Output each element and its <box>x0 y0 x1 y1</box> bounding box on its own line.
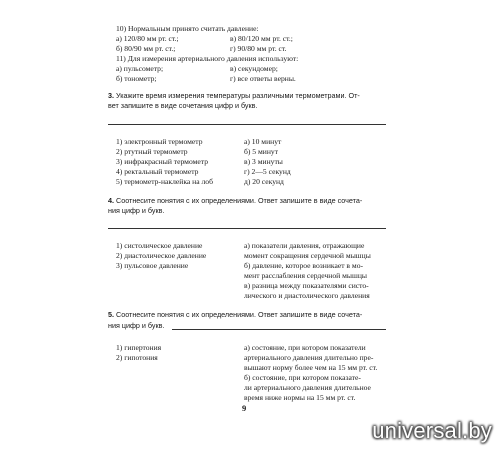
task4-answer-line[interactable] <box>108 228 386 229</box>
task4-right-line6: лического и диастолического давления <box>244 291 370 300</box>
task4-instruction-text: Соотнесите понятия с их определениями. Ответ запишите в виде сочета- <box>116 196 363 205</box>
task5-right-line2: артериального давления длительно пре- <box>244 353 374 362</box>
task3-right-a: а) 10 минут <box>244 137 282 146</box>
q10-title: 10) Нормальным принято считать давление: <box>116 24 259 33</box>
task4-left-1: 1) систолическое давление <box>116 241 203 250</box>
task3-left-1: 1) электронный термометр <box>116 137 203 146</box>
task4-right-line3: б) давление, которое возникает в мо- <box>244 261 364 270</box>
task5-instruction-line1 <box>108 310 362 320</box>
task4-left-3: 3) пульсовое давление <box>116 261 189 270</box>
q11-title: 11) Для измерения артериального давления используют: <box>116 54 299 63</box>
q10-option-b: б) 80/90 мм рт. ст.; <box>116 44 176 53</box>
task4-right-line4: мент расслабления сердечной мышцы <box>244 271 368 280</box>
q10-option-g: г) 90/80 мм рт. ст. <box>230 44 287 53</box>
task5-right-line5: ли артериального давления длительное <box>244 383 371 392</box>
task3-number: 3. <box>108 91 114 100</box>
task5-instruction-line2: ния цифр и букв. <box>108 321 165 330</box>
q11-option-a: а) пульсометр; <box>116 64 164 73</box>
task3-right-v: в) 3 минуты <box>244 157 283 166</box>
task4-number: 4. <box>108 196 114 205</box>
task5-right-line4: б) состояние, при котором показате- <box>244 373 361 382</box>
q11-option-g: г) все ответы верны. <box>230 74 296 83</box>
task5-instruction-text: Соотнесите понятия с их определениями. Ответ запишите в виде сочета- <box>116 310 363 319</box>
task5-left-1: 1) гипертония <box>116 343 162 352</box>
task3-left-3: 3) инфракрасный термометр <box>116 157 209 166</box>
task3-right-g: г) 2—5 секунд <box>244 167 291 176</box>
task4-instruction-line1 <box>108 196 362 206</box>
task3-left-2: 2) ртутный термометр <box>116 147 188 156</box>
q10-option-v: в) 80/120 мм рт. ст.; <box>230 34 293 43</box>
q11-option-b: б) тонометр; <box>116 74 157 83</box>
task4-left-2: 2) диастолическое давление <box>116 251 207 260</box>
task3-right-b: б) 5 минут <box>244 147 279 156</box>
task5-right-line3: вышают норму более чем на 15 мм рт. ст. <box>244 363 378 372</box>
task4-instruction-line2: ния цифр и букв. <box>108 206 165 215</box>
q11-option-v: в) секундомер; <box>230 64 278 73</box>
task3-answer-line[interactable] <box>108 124 386 125</box>
task3-instruction-text: Укажите время измерения температуры различными термометрами. От- <box>116 91 360 100</box>
task4-right-line1: а) показатели давления, отражающие <box>244 241 365 250</box>
task3-right-d: д) 20 секунд <box>244 177 284 186</box>
task3-left-5: 5) термометр-наклейка на лоб <box>116 177 213 186</box>
task5-number: 5. <box>108 310 114 319</box>
task3-instruction-line2: вет запишите в виде сочетания цифр и букв. <box>108 101 258 110</box>
watermark: universal.by <box>372 418 492 443</box>
task4-right-line5: в) разница между показателями систо- <box>244 281 369 290</box>
task5-right-line1: а) состояние, при котором показатели <box>244 343 366 352</box>
q10-option-a: а) 120/80 мм рт. ст.; <box>116 34 179 43</box>
task5-right-line6: время ниже нормы на 15 мм рт. ст. <box>244 393 356 402</box>
task4-right-line2: момент сокращения сердечной мышцы <box>244 251 371 260</box>
page-number: 9 <box>242 403 247 413</box>
task5-answer-line[interactable] <box>172 329 386 330</box>
task3-instruction-line1 <box>108 91 360 101</box>
task5-left-2: 2) гипотония <box>116 353 158 362</box>
task3-left-4: 4) ректальный термометр <box>116 167 199 176</box>
